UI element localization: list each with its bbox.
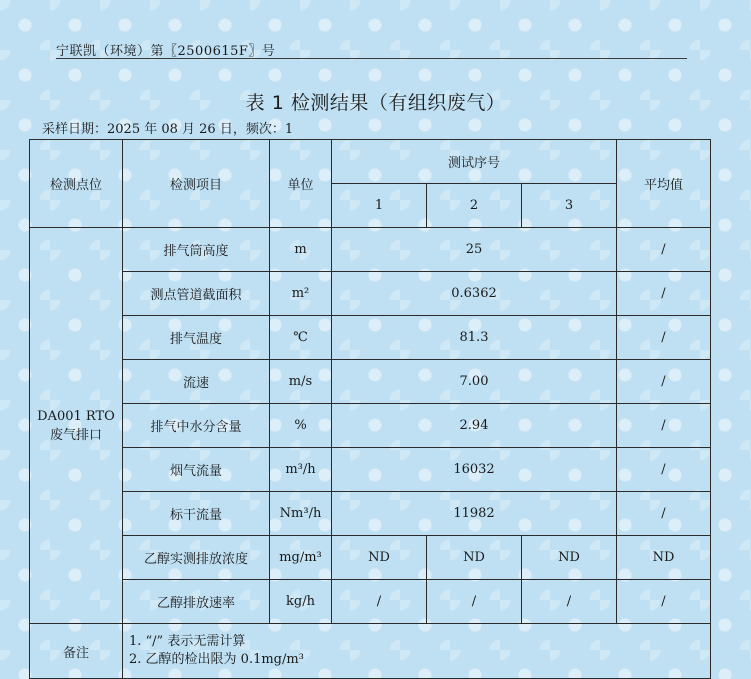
header-seq-1: 1 [332, 184, 427, 228]
value-cell: 0.6362 [332, 272, 617, 316]
unit-cell: m² [270, 272, 332, 316]
header-unit: 单位 [270, 140, 332, 228]
value-cell: 7.00 [332, 360, 617, 404]
value-cell: 2.94 [332, 404, 617, 448]
table-row [30, 228, 711, 272]
item-cell: 流速 [123, 360, 270, 404]
table-row [30, 448, 711, 492]
item-cell: 测点管道截面积 [123, 272, 270, 316]
average-cell: ND [617, 536, 711, 580]
value-cell: 81.3 [332, 316, 617, 360]
remark-line-1: 1. “/” 表示无需计算 [129, 634, 246, 649]
results-table [29, 139, 711, 679]
average-cell: / [617, 360, 711, 404]
value-cell: 16032 [332, 448, 617, 492]
remarks-cell [123, 624, 711, 679]
value-cell: 25 [332, 228, 617, 272]
header-seq-3: 3 [522, 184, 617, 228]
unit-cell: m [270, 228, 332, 272]
table-title: 表 1 检测结果（有组织废气） [245, 92, 506, 114]
average-cell: / [617, 580, 711, 624]
remarks-row [30, 624, 711, 679]
unit-cell: mg/m³ [270, 536, 332, 580]
remarks-label: 备注 [30, 624, 123, 679]
header-seq-2: 2 [427, 184, 522, 228]
table-row [30, 360, 711, 404]
value-cell-2: / [427, 580, 522, 624]
unit-cell: m³/h [270, 448, 332, 492]
unit-cell: % [270, 404, 332, 448]
header-average: 平均值 [617, 140, 711, 228]
value-cell-1: ND [332, 536, 427, 580]
item-cell: 烟气流量 [123, 448, 270, 492]
value-cell-3: / [522, 580, 617, 624]
table-row [30, 272, 711, 316]
average-cell: / [617, 272, 711, 316]
item-cell: 标干流量 [123, 492, 270, 536]
value-cell-1: / [332, 580, 427, 624]
value-cell-3: ND [522, 536, 617, 580]
table-row [30, 580, 711, 624]
remark-line-2: 2. 乙醇的检出限为 0.1mg/m³ [129, 652, 304, 667]
sampling-point-code: DA001 RTO [37, 408, 115, 424]
document-number: 宁联凯（环境）第〖2500615F〗号 [56, 44, 276, 59]
header-divider [56, 58, 687, 59]
sampling-point-name: 废气排口 [49, 427, 102, 443]
value-cell-2: ND [427, 536, 522, 580]
item-cell: 乙醇排放速率 [123, 580, 270, 624]
average-cell: / [617, 228, 711, 272]
unit-cell: ℃ [270, 316, 332, 360]
table-row [30, 316, 711, 360]
table-row [30, 404, 711, 448]
average-cell: / [617, 404, 711, 448]
sampling-point-cell [30, 228, 123, 624]
sampling-info: 采样日期：2025 年 08 月 26 日，频次：1 [42, 122, 294, 137]
header-point: 检测点位 [30, 140, 123, 228]
item-cell: 乙醇实测排放浓度 [123, 536, 270, 580]
item-cell: 排气筒高度 [123, 228, 270, 272]
item-cell: 排气温度 [123, 316, 270, 360]
unit-cell: Nm³/h [270, 492, 332, 536]
unit-cell: m/s [270, 360, 332, 404]
table-row [30, 492, 711, 536]
average-cell: / [617, 316, 711, 360]
average-cell: / [617, 448, 711, 492]
value-cell: 11982 [332, 492, 617, 536]
unit-cell: kg/h [270, 580, 332, 624]
average-cell: / [617, 492, 711, 536]
header-item: 检测项目 [123, 140, 270, 228]
item-cell: 排气中水分含量 [123, 404, 270, 448]
table-row [30, 536, 711, 580]
header-test-seq: 测试序号 [332, 140, 617, 184]
